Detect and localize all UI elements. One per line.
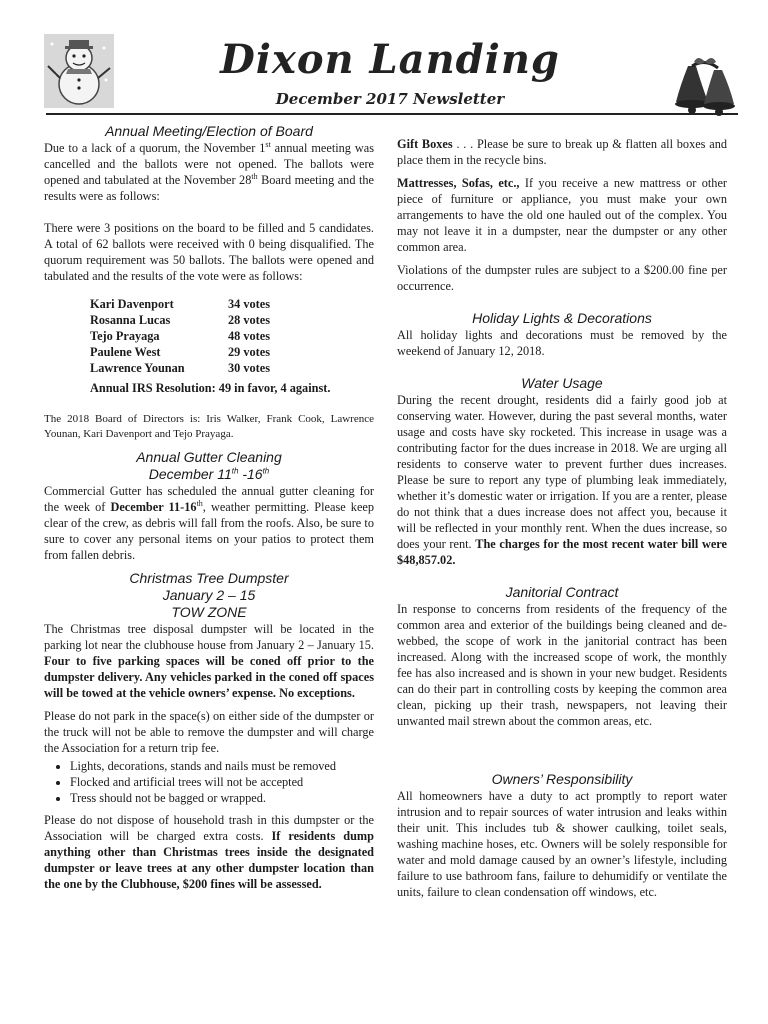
tow-zone-heading: TOW ZONE [171,604,247,620]
board-of-directors: The 2018 Board of Directors is: Iris Walker, Frank Cook, Lawrence Younan, Kari Davenport and Tejo Prayaga. [44,413,374,440]
tree-dumpster-fines: Please do not dispose of household trash in this dumpster or the Association will be charged extra costs. If residents dump anything other than Christmas trees inside the designated dumpster or leave trees at any other dumpster location than the one by the Clubhouse, $200 fines will be assessed. [44,813,374,891]
newsletter-subtitle: December 2017 Newsletter [275,90,505,108]
vote-row: Lawrence Younan 30 votes [90,361,271,375]
owners-responsibility-text: All homeowners have a duty to act promptly to report water intrusion and to repair sources of water intrusion and leaks within their unit. This includes tub & shower caulking, toilet seals, washing machine hoses, etc. Owners will be solely responsible for water and mold damage caused by an owner’s lifestyle, including failure to use bathroom fans, failure to dehumidify or ventilate the units, failure to clean condensation off windows, etc. [397,789,727,899]
right-column [397,136,727,900]
irs-resolution: Annual IRS Resolution: 49 in favor, 4 against. [90,381,331,395]
list-item: • Lights, decorations, stands and nails must be removed [70,758,374,774]
vote-row: Kari Davenport 34 votes [90,297,271,311]
masthead [40,28,740,116]
janitorial-heading: Janitorial Contract [505,584,619,600]
mattresses-text: Mattresses, Sofas, etc., If you receive a new mattress or other piece of furniture or appliance, you must make your own arrangements to have the old one hauled out of the complex. You may not leave it in a dumpster, near the dumpster or any other common area. [397,176,727,254]
vote-results [90,296,374,376]
gift-boxes-text: Gift Boxes . . . Please be sure to break up & flatten all boxes and place them in the recycle bins. [397,137,727,167]
annual-meeting-details: There were 3 positions on the board to be filled and 5 candidates. A total of 62 ballots were received with 0 being disqualified. The quorum requirement was 50 ballots. The ballots were opened and tabulated and the results of the vote were as follows: [44,221,374,283]
violations-text: Violations of the dumpster rules are subject to a $200.00 fine per occurrence. [397,263,727,293]
newsletter-title: Dixon Landing [220,36,560,83]
annual-meeting-heading: Annual Meeting/Election of Board [105,123,313,139]
list-item: • Flocked and artificial trees will not be accepted [70,774,374,790]
water-usage-heading: Water Usage [521,375,603,391]
christmas-bells-icon [670,56,740,118]
gutter-text: Commercial Gutter has scheduled the annual gutter cleaning for the week of December 11-16th, weather permitting. Please keep clear of the crew, as debris will fall from the roofs. Also, be sure to sure to cover any personal items on your patios to protect them from fallen debris. [44,484,375,562]
tree-dumpster-location: The Christmas tree disposal dumpster will be located in the parking lot near the clubhouse house from January 2 – January 15. Four to five parking spaces will be coned off prior to the dumpster delivery. Any vehicles parked in the coned off spaces will be towed at the vehicle owners’ expense. No exceptions. [44,622,374,700]
gutter-heading: Annual Gutter Cleaning [136,449,282,465]
holiday-lights-text: All holiday lights and decorations must be removed by the weekend of January 12, 2018. [397,328,727,358]
janitorial-text: In response to concerns from residents of the frequency of the common area and exterior of the buildings being cleaned and de-webbed, the scope of work in the janitorial contract has been increased. Along with the increased scope of work, the monthly fee has also increased and is shown in your new budget. Residents can do their part in controlling costs by keeping the common area clean, picking up their trash, newspapers, not leaving their unwanted mail strewn about the common areas, etc. [397,602,727,728]
tree-dumpster-dates: January 2 – 15 [162,587,256,603]
tree-rules-list [44,758,374,806]
gutter-dates: December 11th -16th [148,466,270,482]
annual-meeting-intro: Due to a lack of a quorum, the November 1st annual meeting was cancelled and the ballots were not opened. The ballots were opened and tabulated at the November 28th Board meeting and the results were as follows: [44,139,374,203]
holiday-lights-heading: Holiday Lights & Decorations [472,310,652,326]
tree-dumpster-heading: Christmas Tree Dumpster [129,570,289,586]
list-item: • Tress should not be bagged or wrapped. [70,790,374,806]
left-column [44,123,374,892]
water-usage-text: During the recent drought, residents did a fairly good job at conserving water. However, during the past several months, water usage and costs have sky rocketed. This increase in usage was a contributing factor for the dues increase in 2018. We are urging all residents to conserve water to prevent further dues increases. Please be sure to report any type of plumbing leak immediately, whether it’s domestic water or irrigation. If you are a renter, please do not think that a dues increase does not affect you, because it will be reflected in your monthly rent. When the dues increase, so does your rent. The charges for the most recent water bill were $48,857.02. [397,393,727,567]
vote-row: Paulene West 29 votes [90,345,271,359]
vote-row: Tejo Prayaga 48 votes [90,329,271,343]
owners-responsibility-heading: Owners’ Responsibility [491,771,633,787]
tree-dumpster-parking: Please do not park in the space(s) on either side of the dumpster or the truck will not be able to remove the dumpster and will charge the Association for a return trip fee. [44,709,374,755]
masthead-rule [46,113,738,115]
vote-row: Rosanna Lucas 28 votes [90,313,271,327]
